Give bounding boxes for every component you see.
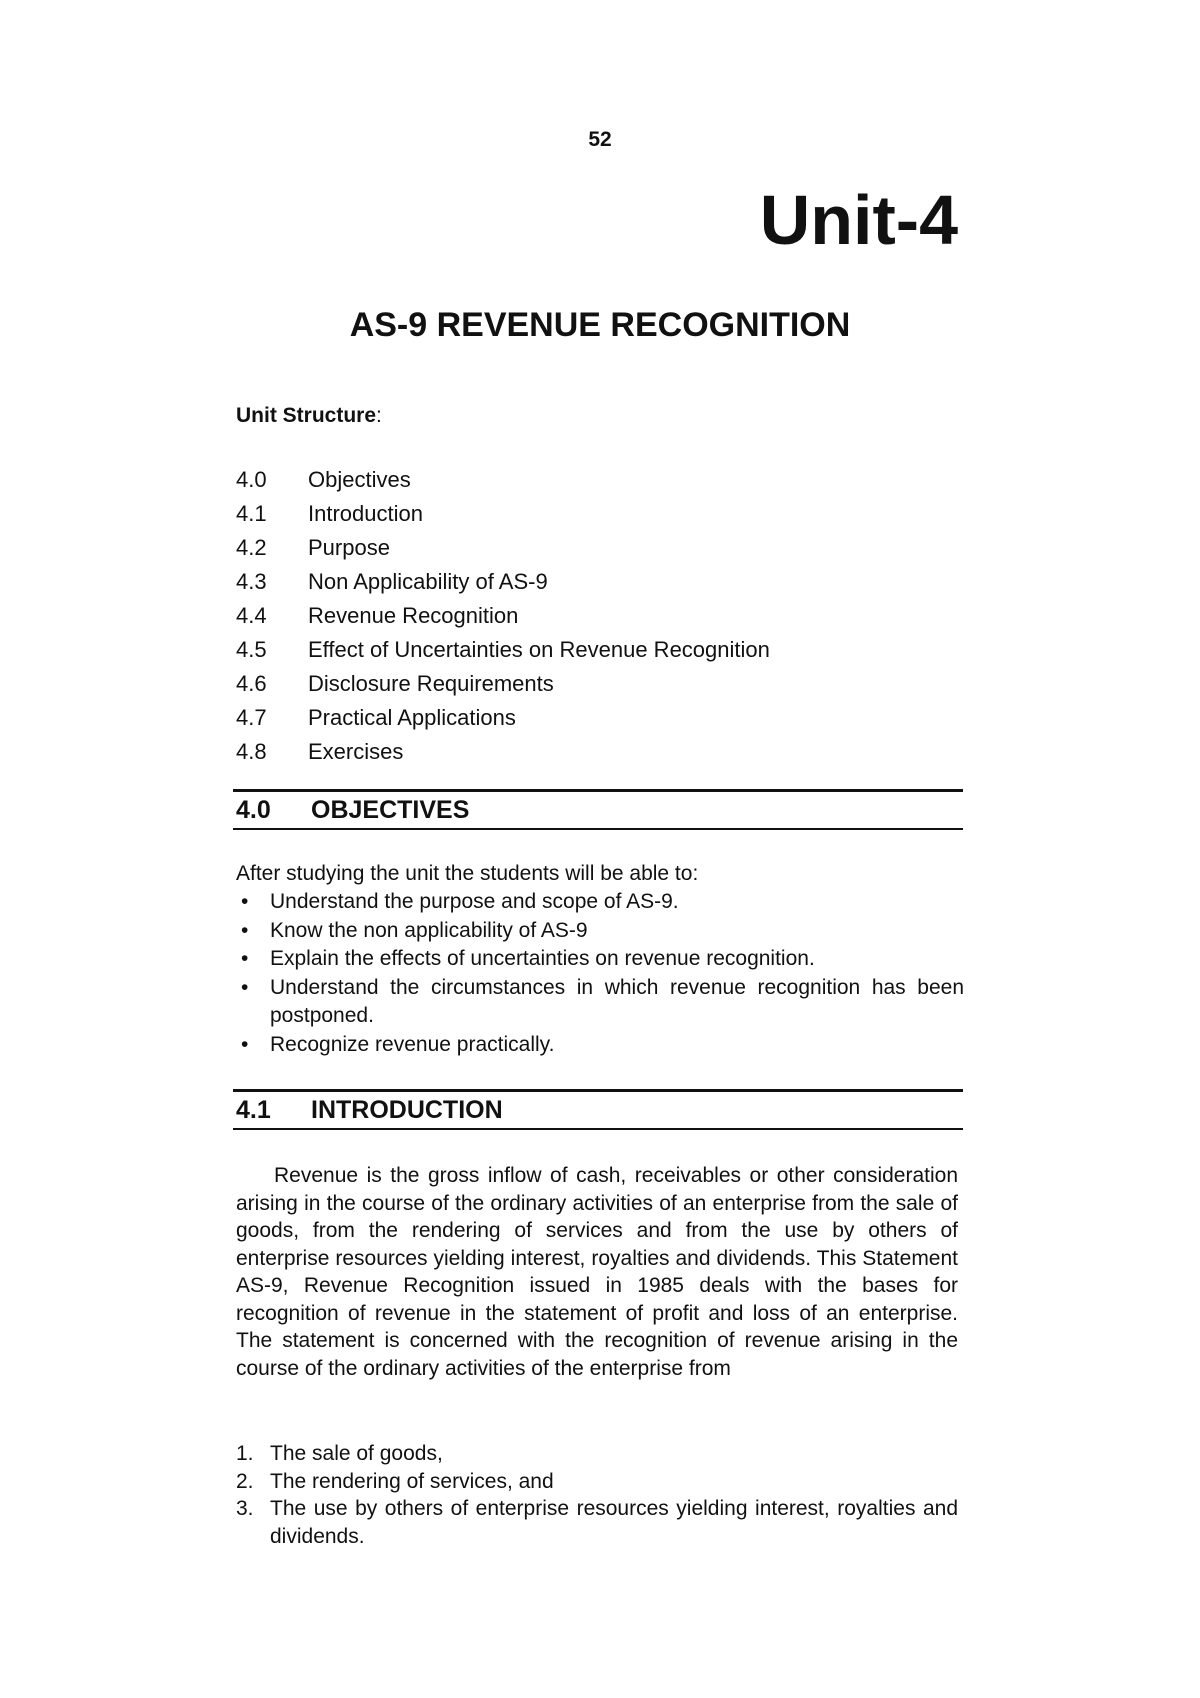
objective-text: Know the non applicability of AS-9	[270, 918, 588, 942]
section-heading-introduction	[233, 1089, 963, 1130]
unit-structure-label: Unit Structure	[236, 404, 377, 427]
section-heading-objectives	[233, 789, 963, 830]
objectives-list	[236, 888, 964, 1059]
toc-item-number: 4.6	[236, 671, 267, 696]
introduction-list	[236, 1440, 958, 1550]
list-item-number: 3.	[236, 1497, 254, 1520]
list-item-text: The use by others of enterprise resources yielding interest, royalties and dividends.	[270, 1497, 958, 1548]
objective-text: Recognize revenue practically.	[270, 1032, 555, 1056]
list-item	[236, 1495, 958, 1550]
objectives-lead: After studying the unit the students will be able to:	[236, 862, 699, 885]
toc-item	[236, 633, 964, 667]
toc-item	[236, 463, 964, 497]
objective-item	[236, 917, 964, 946]
list-item-text: The sale of goods,	[270, 1442, 443, 1465]
toc-item-number: 4.8	[236, 739, 267, 764]
objective-item	[236, 1031, 964, 1060]
toc-item-number: 4.4	[236, 603, 267, 628]
objective-text: Understand the purpose and scope of AS-9.	[270, 890, 679, 913]
toc-item	[236, 701, 964, 735]
toc-item-number: 4.1	[236, 501, 267, 526]
toc-item-number: 4.5	[236, 637, 267, 662]
toc-item	[236, 735, 964, 769]
toc-item	[236, 497, 964, 531]
toc-item	[236, 599, 964, 633]
section-number: 4.0	[236, 795, 271, 824]
toc-item-number: 4.2	[236, 535, 267, 560]
bullet-icon: •	[241, 947, 249, 970]
unit-structure-colon: :	[376, 404, 382, 427]
unit-structure-heading	[236, 404, 382, 428]
objective-text: Understand the circumstances in which revenue recognition has been postponed.	[270, 975, 964, 1027]
list-item	[236, 1440, 958, 1468]
list-item	[236, 1468, 958, 1496]
objective-item	[236, 974, 964, 1031]
unit-title: Unit-4	[759, 181, 958, 259]
page-number: 52	[588, 128, 612, 151]
toc-item-label: Revenue Recognition	[308, 603, 519, 628]
objective-item	[236, 888, 964, 917]
objective-item	[236, 945, 964, 974]
list-item-number: 2.	[236, 1469, 254, 1493]
page-title: AS-9 REVENUE RECOGNITION	[349, 306, 851, 344]
bullet-icon: •	[241, 1032, 249, 1056]
list-item-number: 1.	[236, 1442, 254, 1465]
section-title: OBJECTIVES	[311, 795, 470, 824]
unit-structure-list	[236, 463, 964, 769]
toc-item	[236, 531, 964, 565]
toc-item-label: Non Applicability of AS-9	[308, 569, 548, 594]
toc-item-number: 4.0	[236, 467, 267, 492]
section-number: 4.1	[236, 1095, 271, 1124]
introduction-paragraph: Revenue is the gross inflow of cash, receivables or other consideration arising in the course of the ordinary activities of an enterprise from the sale of goods, from the rendering of services and from the use by others of enterprise resources yielding interest, royalties and dividends. This Statement AS-9, Revenue Recognition issued in 1985 deals with the bases for recognition of revenue in the statement of profit and loss of an enterprise. The statement is concerned with the recognition of revenue arising in the course of the ordinary activities of the enterprise from	[236, 1164, 958, 1380]
toc-item-label: Exercises	[308, 739, 404, 764]
toc-item	[236, 565, 964, 599]
toc-item	[236, 667, 964, 701]
objective-text: Explain the effects of uncertainties on revenue recognition.	[270, 947, 815, 970]
bullet-icon: •	[241, 975, 249, 999]
toc-item-label: Objectives	[308, 467, 411, 492]
toc-item-label: Introduction	[308, 501, 423, 526]
list-item-text: The rendering of services, and	[270, 1469, 554, 1493]
toc-item-label: Practical Applications	[308, 705, 516, 730]
section-title: INTRODUCTION	[311, 1095, 503, 1124]
bullet-icon: •	[241, 890, 249, 913]
bullet-icon: •	[241, 918, 249, 942]
toc-item-number: 4.7	[236, 705, 267, 730]
toc-item-label: Purpose	[308, 535, 390, 560]
toc-item-number: 4.3	[236, 569, 267, 594]
toc-item-label: Disclosure Requirements	[308, 671, 554, 696]
toc-item-label: Effect of Uncertainties on Revenue Recognition	[308, 637, 770, 662]
